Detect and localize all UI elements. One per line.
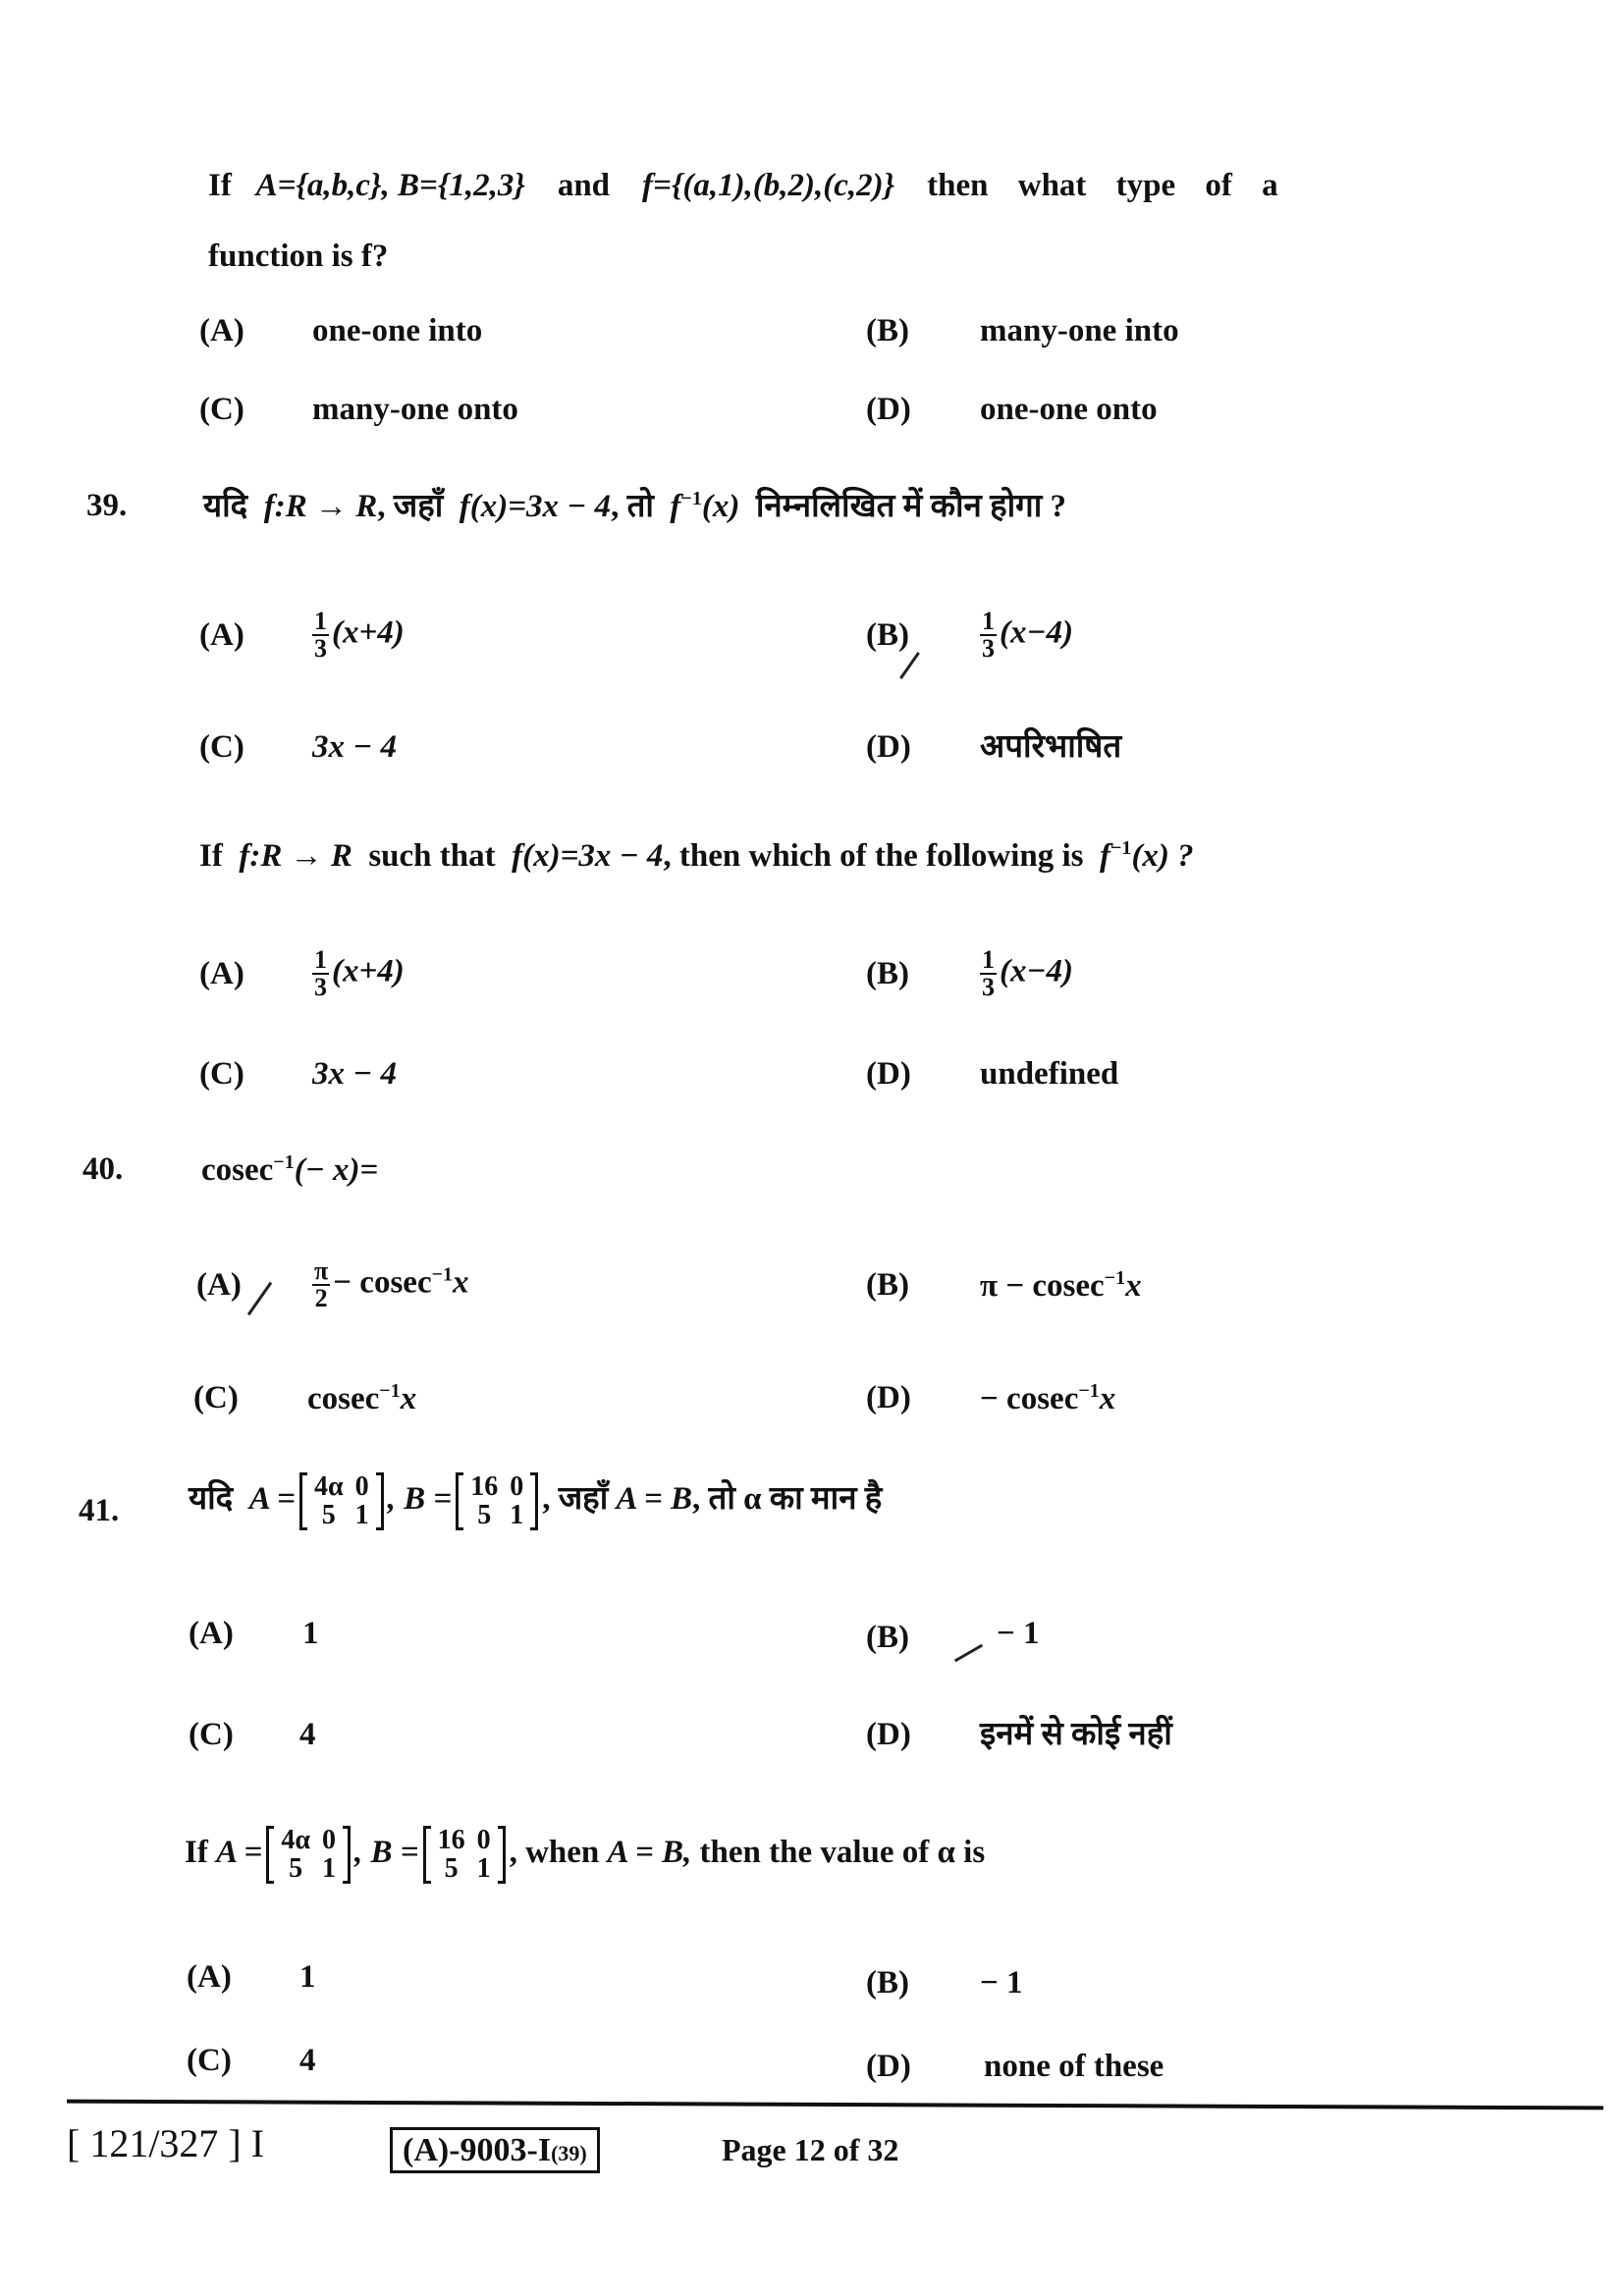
math: x bbox=[400, 1381, 417, 1416]
numerator: 1 bbox=[314, 945, 327, 974]
q39-stem-english bbox=[199, 836, 1194, 877]
superscript: −1 bbox=[431, 1263, 453, 1286]
question-text bbox=[189, 1472, 882, 1530]
option-text: 1 bbox=[299, 1959, 316, 1995]
text: and bbox=[557, 168, 611, 203]
superscript: −1 bbox=[1110, 837, 1132, 859]
matrix-cell: 5 bbox=[444, 1853, 459, 1885]
option-label: (C) bbox=[199, 392, 244, 427]
option-text bbox=[312, 609, 405, 662]
math: f:R → R bbox=[239, 838, 352, 874]
option-label: (B) bbox=[866, 1965, 909, 2001]
footer-divider bbox=[67, 2100, 1603, 2110]
text: then what type of a bbox=[927, 168, 1278, 203]
option-label: (D) bbox=[866, 392, 911, 427]
text: , then which of the following is bbox=[663, 838, 1084, 874]
text: (39) bbox=[551, 2141, 587, 2165]
matrix-cell: 1 bbox=[321, 1853, 336, 1885]
option-text: 3x − 4 bbox=[312, 729, 397, 765]
q41-stem-english bbox=[185, 1826, 985, 1884]
text: such that bbox=[368, 838, 496, 874]
math: f bbox=[1100, 838, 1111, 874]
text: यदि bbox=[203, 489, 248, 524]
math: A = B bbox=[616, 1480, 693, 1517]
matrix-cell: 5 bbox=[477, 1500, 492, 1531]
question-number: 40. bbox=[82, 1151, 124, 1187]
math: (x+4) bbox=[332, 953, 405, 989]
page-number: Page 12 of 32 bbox=[722, 2132, 899, 2167]
text: cosec bbox=[307, 1381, 380, 1416]
math: f bbox=[670, 489, 681, 524]
q38-stem-line1 bbox=[208, 167, 1278, 206]
superscript: −1 bbox=[1104, 1267, 1126, 1289]
option-text bbox=[312, 1258, 469, 1311]
option-label: (A) bbox=[196, 1267, 242, 1303]
math: x bbox=[453, 1264, 469, 1301]
matrix-a bbox=[266, 1826, 351, 1884]
text: निम्नलिखित में कौन होगा ? bbox=[755, 489, 1067, 524]
math: A = B, bbox=[607, 1834, 692, 1870]
matrix-cell: 4α bbox=[281, 1825, 310, 1855]
function-definition: f={(a,1),(b,2),(c,2)} bbox=[642, 168, 895, 203]
numerator: π bbox=[314, 1256, 329, 1285]
option-text: many-one into bbox=[980, 313, 1179, 348]
question-text bbox=[203, 487, 1066, 527]
option-text bbox=[980, 1379, 1115, 1419]
text: cosec bbox=[201, 1152, 274, 1188]
math: f:R → R bbox=[263, 489, 378, 524]
question-number: 41. bbox=[79, 1493, 120, 1528]
math: , B = bbox=[353, 1834, 419, 1870]
pen-tick-mark bbox=[247, 1282, 272, 1315]
text: , तो bbox=[611, 489, 654, 524]
matrix-b bbox=[456, 1472, 538, 1530]
option-label: (B) bbox=[866, 956, 909, 991]
option-text: one-one into bbox=[312, 313, 483, 348]
text: π − cosec bbox=[980, 1268, 1105, 1304]
option-text: 3x − 4 bbox=[312, 1056, 397, 1092]
superscript: −1 bbox=[379, 1380, 401, 1402]
denominator: 3 bbox=[314, 973, 327, 1001]
option-label: (B) bbox=[866, 313, 909, 348]
math: x bbox=[1099, 1381, 1116, 1416]
pen-tick-mark bbox=[899, 652, 920, 679]
option-label: (D) bbox=[866, 1380, 911, 1415]
matrix-b bbox=[423, 1826, 506, 1884]
option-label: (D) bbox=[866, 1717, 911, 1752]
option-text: none of these bbox=[984, 2049, 1164, 2084]
option-text: 1 bbox=[302, 1616, 319, 1651]
text: यदि bbox=[189, 1480, 234, 1517]
option-label: (A) bbox=[199, 617, 244, 653]
option-text bbox=[312, 947, 405, 1000]
paper-code bbox=[390, 2127, 600, 2173]
option-text bbox=[980, 609, 1073, 662]
denominator: 3 bbox=[314, 634, 327, 663]
option-text bbox=[307, 1379, 416, 1419]
option-label: (C) bbox=[187, 2043, 232, 2078]
math: (x+4) bbox=[332, 614, 405, 651]
text: , तो α का मान है bbox=[692, 1480, 883, 1517]
superscript: −1 bbox=[680, 488, 702, 509]
matrix-cell: 4α bbox=[313, 1471, 344, 1502]
math: f(x)=3x − 4 bbox=[512, 838, 664, 874]
math: (x−4) bbox=[1000, 614, 1073, 651]
text: (A)-9003-I bbox=[403, 2132, 552, 2168]
numerator: 1 bbox=[982, 945, 995, 974]
option-label: (C) bbox=[199, 729, 244, 765]
matrix-cell: 0 bbox=[476, 1825, 491, 1855]
fraction bbox=[980, 947, 997, 1000]
matrix-cell: 1 bbox=[510, 1500, 524, 1531]
footer-paper-code-box bbox=[390, 2124, 600, 2170]
fraction bbox=[312, 947, 329, 1000]
math: (x−4) bbox=[1000, 953, 1073, 989]
matrix-cell: 0 bbox=[354, 1471, 369, 1502]
math: (− x)= bbox=[294, 1152, 379, 1188]
fraction bbox=[980, 609, 997, 662]
fraction bbox=[312, 1258, 330, 1311]
text: − cosec bbox=[333, 1264, 432, 1301]
numerator: 1 bbox=[982, 607, 995, 635]
superscript: −1 bbox=[1078, 1380, 1100, 1402]
math: (x) bbox=[701, 489, 740, 524]
numerator: 1 bbox=[314, 607, 327, 635]
text: If bbox=[185, 1834, 208, 1870]
option-label: (C) bbox=[189, 1717, 234, 1752]
matrix-cell: 5 bbox=[289, 1853, 303, 1885]
option-text: 4 bbox=[299, 1717, 316, 1752]
superscript: −1 bbox=[273, 1151, 295, 1173]
text: then the value of α is bbox=[699, 1834, 986, 1870]
math: A = bbox=[216, 1834, 263, 1870]
math: (x) ? bbox=[1131, 838, 1194, 874]
matrix-cell: 1 bbox=[354, 1500, 369, 1531]
denominator: 2 bbox=[314, 1284, 328, 1312]
denominator: 3 bbox=[982, 634, 995, 663]
option-text: अपरिभाषित bbox=[980, 729, 1122, 765]
text: If bbox=[208, 168, 232, 203]
option-label: (A) bbox=[199, 313, 244, 348]
option-text: many-one onto bbox=[312, 392, 518, 427]
option-text: one-one onto bbox=[980, 392, 1158, 427]
matrix-cell: 16 bbox=[470, 1471, 499, 1502]
option-label: (C) bbox=[199, 1056, 244, 1092]
matrix-cell: 0 bbox=[510, 1471, 524, 1502]
option-label: (B) bbox=[866, 617, 909, 653]
option-label: (A) bbox=[187, 1959, 232, 1995]
math: f(x)=3x − 4 bbox=[459, 489, 612, 524]
option-text: − 1 bbox=[997, 1616, 1040, 1651]
q38-stem-line2: function is f? bbox=[208, 239, 389, 274]
option-text: undefined bbox=[980, 1056, 1119, 1092]
denominator: 3 bbox=[982, 973, 995, 1001]
math: x bbox=[1125, 1268, 1142, 1304]
text: , जहाँ bbox=[542, 1480, 609, 1517]
text: − cosec bbox=[980, 1381, 1079, 1416]
option-label: (D) bbox=[866, 729, 911, 765]
option-label: (B) bbox=[866, 1267, 909, 1303]
fraction bbox=[312, 609, 329, 662]
option-label: (D) bbox=[866, 1056, 911, 1092]
option-label: (A) bbox=[189, 1616, 234, 1651]
matrix-cell: 0 bbox=[321, 1825, 336, 1855]
footer-code: [ 121/327 ] I bbox=[67, 2121, 265, 2165]
set-definition: A={a,b,c}, B={1,2,3} bbox=[255, 168, 525, 203]
option-text bbox=[980, 1266, 1142, 1307]
matrix-cell: 1 bbox=[476, 1853, 491, 1885]
option-label: (A) bbox=[199, 956, 244, 991]
option-text bbox=[980, 947, 1073, 1000]
option-label: (B) bbox=[866, 1620, 909, 1655]
text: , जहाँ bbox=[377, 489, 444, 524]
option-label: (D) bbox=[866, 2049, 911, 2084]
pen-tick-mark bbox=[954, 1644, 983, 1663]
option-text: इनमें से कोई नहीं bbox=[980, 1717, 1172, 1752]
math: A = bbox=[248, 1480, 296, 1517]
text: , when bbox=[509, 1834, 600, 1870]
matrix-cell: 16 bbox=[437, 1825, 465, 1855]
option-label: (C) bbox=[193, 1380, 239, 1415]
option-text: 4 bbox=[299, 2043, 316, 2078]
matrix-a bbox=[299, 1472, 384, 1530]
math: , B = bbox=[387, 1480, 453, 1517]
question-text bbox=[201, 1150, 378, 1191]
matrix-cell: 5 bbox=[321, 1500, 336, 1531]
option-text: − 1 bbox=[980, 1965, 1023, 2001]
text: If bbox=[199, 838, 223, 874]
question-number: 39. bbox=[86, 488, 128, 523]
